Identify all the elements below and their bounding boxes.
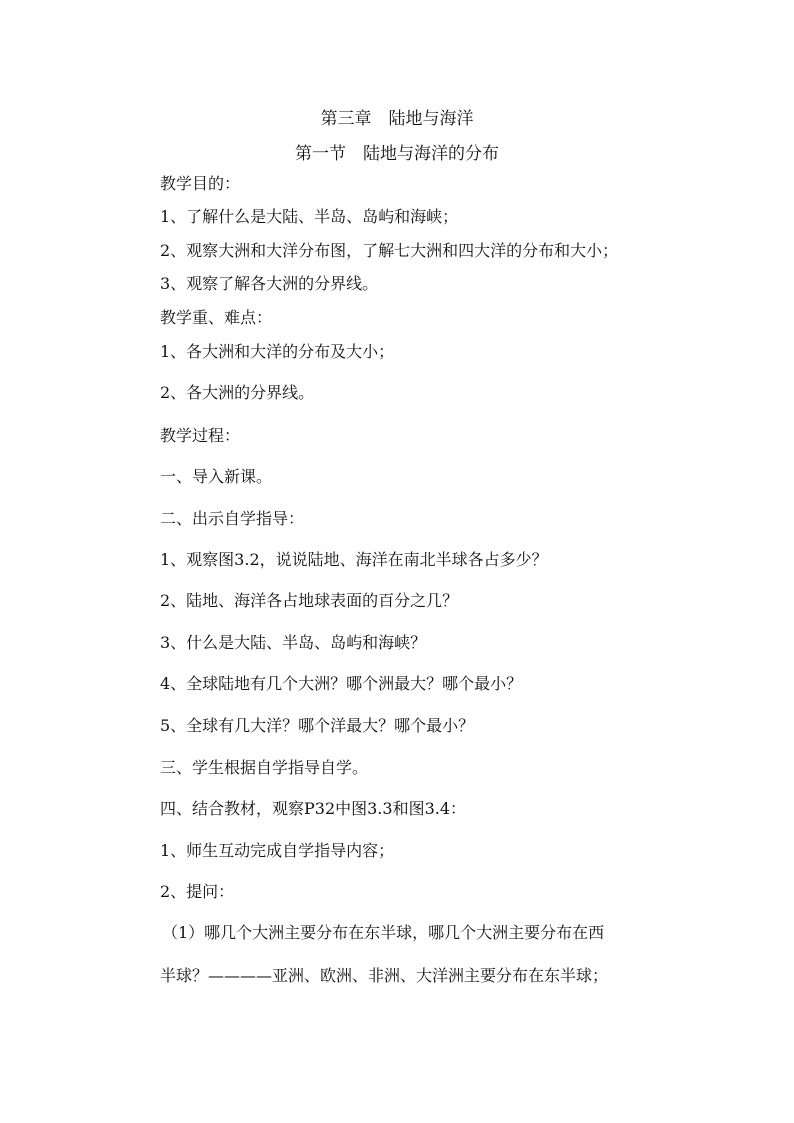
section-title: 第一节 陆地与海洋的分布 xyxy=(295,144,499,164)
key-point-line-2: 2、各大洲的分界线。 xyxy=(160,383,315,402)
objective-line-1: 1、了解什么是大陆、半岛、岛屿和海峡； xyxy=(160,207,459,226)
key-points-heading: 教学重、难点： xyxy=(160,308,273,327)
process-step-3: 三、学生根据自学指导自学。 xyxy=(160,758,369,777)
teaching-step-2: 2、提问： xyxy=(160,882,235,901)
chapter-title: 第三章 陆地与海洋 xyxy=(320,109,474,129)
guide-question-3: 3、什么是大陆、半岛、岛屿和海峡？ xyxy=(160,633,427,652)
process-heading: 教学过程： xyxy=(160,426,241,445)
guide-question-4: 4、全球陆地有几个大洲？哪个洲最大？哪个最小？ xyxy=(160,674,523,693)
guide-question-5: 5、全球有几大洋？哪个洋最大？哪个最小？ xyxy=(160,716,475,735)
process-step-1: 一、导入新课。 xyxy=(160,467,273,486)
objective-line-2: 2、观察大洲和大洋分布图，了解七大洲和四大洋的分布和大小； xyxy=(160,241,619,260)
question-line-2: 半球？————亚洲、欧洲、非洲、大洋洲主要分布在东半球； xyxy=(160,966,609,985)
process-step-4: 四、结合教材，观察P32中图3.3和图3.4： xyxy=(160,799,467,818)
process-step-2: 二、出示自学指导： xyxy=(160,509,305,528)
question-line-1: （1）哪几个大洲主要分布在东半球，哪几个大洲主要分布在西 xyxy=(162,923,605,942)
objective-line-3: 3、观察了解各大洲的分界线。 xyxy=(160,274,379,293)
teaching-step-1: 1、师生互动完成自学指导内容； xyxy=(160,841,395,860)
key-point-line-1: 1、各大洲和大洋的分布及大小； xyxy=(160,342,395,361)
guide-question-2: 2、陆地、海洋各占地球表面的百分之几？ xyxy=(160,591,459,610)
guide-question-1: 1、观察图3.2，说说陆地、海洋在南北半球各占多少？ xyxy=(160,550,548,569)
objectives-heading: 教学目的： xyxy=(160,174,241,193)
